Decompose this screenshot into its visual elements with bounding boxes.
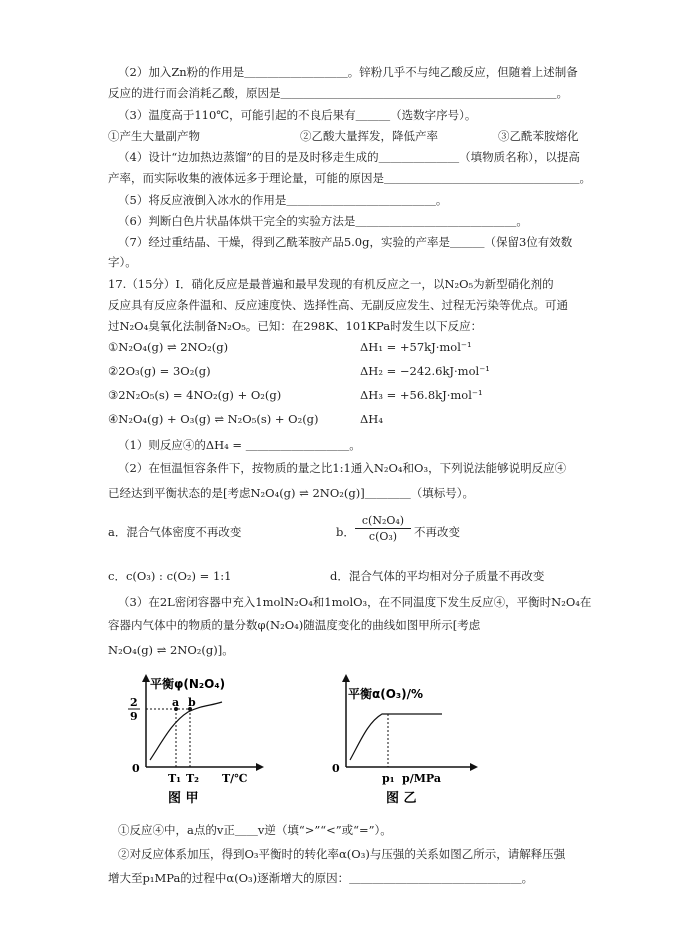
fraction-denominator: c(O₃) <box>368 530 398 543</box>
fig2-x-arrow <box>470 763 478 771</box>
enthalpy-1: ΔH₁ = +57kJ·mol⁻¹ <box>360 340 472 354</box>
enthalpy-2: ΔH₂ = −242.6kJ·mol⁻¹ <box>360 364 490 378</box>
choice-a: a．混合气体密度不再改变 <box>108 525 242 539</box>
equation-4: ④N₂O₄(g) + O₃(g) ⇌ N₂O₅(s) + O₂(g) <box>108 412 319 426</box>
fig1-t1: T₁ <box>168 772 182 785</box>
q17-intro-1: 17.（15分）Ⅰ．硝化反应是最普遍和最早发现的有机反应之一，以N₂O₅为新型硝化剂的 <box>108 277 554 291</box>
equation-2: ②2O₃(g) = 3O₂(g) <box>108 364 211 378</box>
q7-line2: 字）。 <box>108 255 137 269</box>
figure-yi <box>324 672 494 812</box>
fig1-caption: 图 甲 <box>168 791 199 806</box>
fraction-bar <box>355 528 411 529</box>
enthalpy-3: ΔH₃ = +56.8kJ·mol⁻¹ <box>360 388 483 402</box>
fig1-frac-num: 2 <box>130 696 138 709</box>
fig1-label-a: a <box>172 696 180 709</box>
sub-q2-line1: （2）在恒温恒容条件下，按物质的量之比1:1通入N₂O₄和O₃，下列说法能够说明反应④ <box>118 461 567 475</box>
q17-intro-3: 过N₂O₄臭氧化法制备N₂O₅。已知：在298K、101KPa时发生以下反应： <box>108 319 483 333</box>
fig2-curve <box>350 714 442 760</box>
fig1-y-arrow <box>142 674 150 682</box>
fig1-curve <box>150 702 222 760</box>
equation-3: ③2N₂O₅(s) = 4NO₂(g) + O₂(g) <box>108 388 282 402</box>
sub-q3-line1: （3）在2L密闭容器中充入1molN₂O₄和1molO₃，在不同温度下发生反应④，平衡时N₂O₄在 <box>118 595 592 609</box>
fig2-origin: 0 <box>332 762 340 775</box>
part-2-line2: 增大至p₁MPa的过程中α(O₃)逐渐增大的原因：＿＿＿＿＿＿＿＿＿＿＿＿＿＿＿。 <box>108 871 534 885</box>
q2-line1: （2）加入Zn粉的作用是＿＿＿＿＿＿＿＿＿。锌粉几乎不与纯乙酸反应，但随着上述制备 <box>118 65 578 79</box>
fraction-numerator: c(N₂O₄) <box>361 514 405 527</box>
q2-line2: 反应的进行而会消耗乙酸，原因是＿＿＿＿＿＿＿＿＿＿＿＿＿＿＿＿＿＿＿＿＿＿＿＿。 <box>108 86 568 100</box>
figure-jia <box>110 672 270 812</box>
fig2-p1: p₁ <box>382 772 395 785</box>
q5-line: （5）将反应液倒入冰水的作用是＿＿＿＿＿＿＿＿＿＿＿＿＿。 <box>118 193 448 207</box>
q3-line: （3）温度高于110℃，可能引起的不良后果有＿＿＿（选数字序号）。 <box>118 108 477 122</box>
fig1-ylabel: 平衡φ(N₂O₄) <box>150 677 226 691</box>
sub-q2-line2: 已经达到平衡状态的是[考虑N₂O₄(g) ⇌ 2NO₂(g)]＿＿＿＿（填标号）。 <box>108 486 474 500</box>
sub-q3-line3: N₂O₄(g) ⇌ 2NO₂(g)]。 <box>108 643 234 657</box>
fig1-t2: T₂ <box>186 772 200 785</box>
q4-line2: 产率，而实际收集的液体远多于理论量，可能的原因是＿＿＿＿＿＿＿＿＿＿＿＿＿＿＿＿＿。 <box>108 171 591 185</box>
fig1-label-b: b <box>188 696 196 709</box>
choice-d: d．混合气体的平均相对分子质量不再改变 <box>330 569 545 583</box>
option-3: ③乙酰苯胺熔化 <box>498 129 579 143</box>
choice-b-fraction <box>355 514 411 543</box>
fig2-caption: 图 乙 <box>386 791 417 806</box>
q17-intro-2: 反应具有反应条件温和、反应速度快、选择性高、无副反应发生、过程无污染等优点。可通 <box>108 298 568 312</box>
sub-q1: （1）则反应④的ΔH₄ = ＿＿＿＿＿＿＿＿＿。 <box>118 438 361 452</box>
option-2: ②乙酸大量挥发，降低产率 <box>300 129 438 143</box>
q7-line1: （7）经过重结晶、干燥，得到乙酰苯胺产品5.0g，实验的产率是＿＿＿（保留3位有效数 <box>118 235 573 249</box>
fig2-y-arrow <box>342 674 350 682</box>
part-1: ①反应④中，a点的v正＿＿v逆（填“>”“<”或“=”）。 <box>118 823 392 837</box>
fig2-xlabel: p/MPa <box>402 772 441 785</box>
choice-b-label: b． <box>336 525 355 539</box>
fig1-x-arrow <box>256 763 264 771</box>
q6-line: （6）判断白色片状晶体烘干完全的实验方法是＿＿＿＿＿＿＿＿＿＿＿＿＿＿。 <box>118 214 528 228</box>
enthalpy-4: ΔH₄ <box>360 412 383 426</box>
fig2-ylabel: 平衡α(O₃)/% <box>348 687 424 701</box>
fig1-frac-den: 9 <box>130 710 138 723</box>
option-1: ①产生大量副产物 <box>108 129 200 143</box>
choice-b-text: 不再改变 <box>414 525 460 539</box>
fig1-xlabel: T/℃ <box>222 772 248 785</box>
part-2-line1: ②对反应体系加压，得到O₃平衡时的转化率α(O₃)与压强的关系如图乙所示，请解释压强 <box>118 847 566 861</box>
fig1-origin: 0 <box>132 762 140 775</box>
equation-1: ①N₂O₄(g) ⇌ 2NO₂(g) <box>108 340 229 354</box>
sub-q3-line2: 容器内气体中的物质的量分数φ(N₂O₄)随温度变化的曲线如图甲所示[考虑 <box>108 618 481 632</box>
q4-line1: （4）设计“边加热边蒸馏”的目的是及时移走生成的＿＿＿＿＿＿＿（填物质名称），以提高 <box>118 150 580 164</box>
choice-c: c．c(O₃) : c(O₂) = 1:1 <box>108 569 232 583</box>
